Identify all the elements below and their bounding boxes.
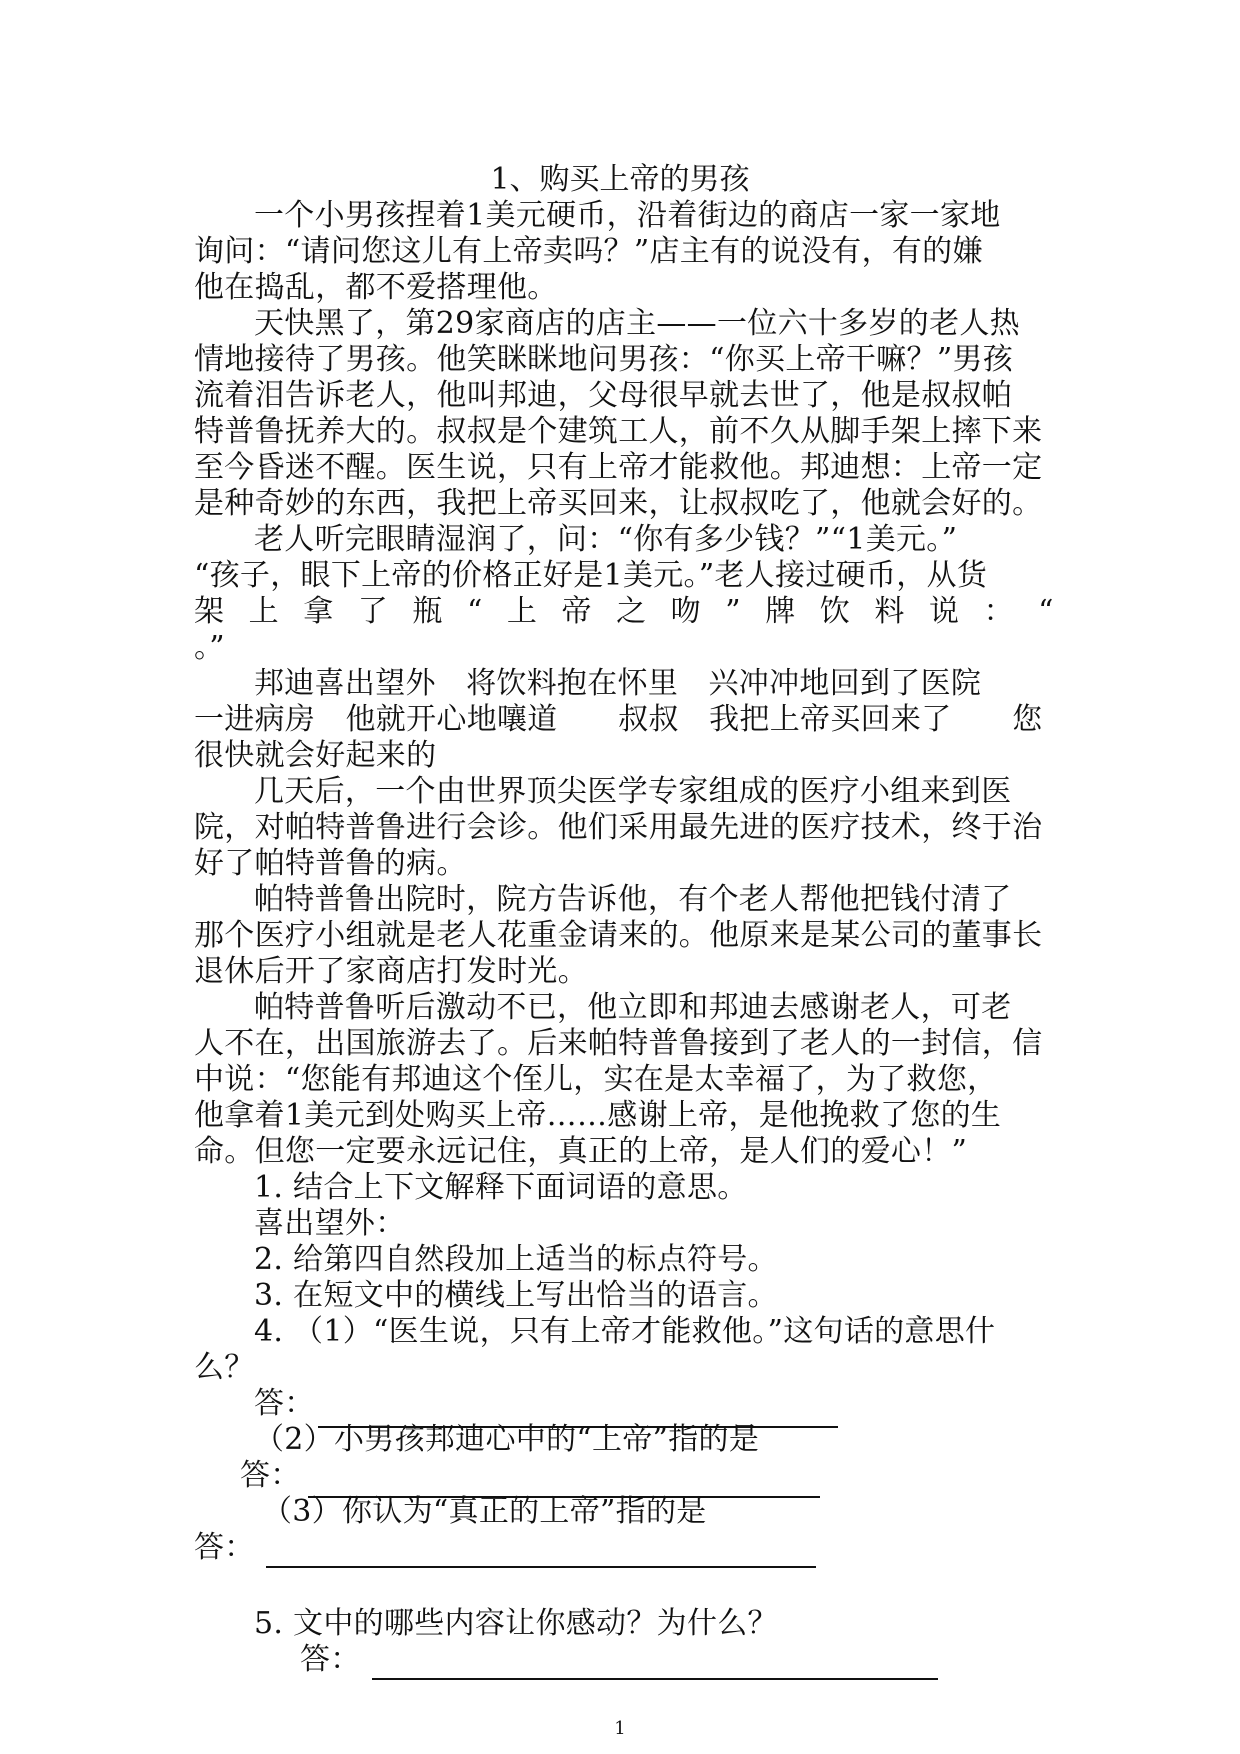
- spaced-char: ”: [725, 594, 741, 629]
- answer-label: 答：: [240, 1458, 301, 1493]
- paragraph-line: 帕特普鲁听后激动不已，他立即和邦迪去感谢老人，可老: [254, 990, 1012, 1025]
- spaced-text-line: [194, 594, 1054, 630]
- paragraph-line: 邦迪喜出望外 将饮料抱在怀里 兴冲冲地回到了医院: [254, 666, 982, 701]
- paragraph-line: 天快黑了，第29家商店的店主——一位六十多岁的老人热: [254, 306, 1020, 341]
- paragraph-line: 好了帕特普鲁的病。: [194, 846, 467, 881]
- spaced-char: 吻: [670, 594, 701, 629]
- paragraph-line: 是种奇妙的东西，我把上帝买回来，让叔叔吃了，他就会好的。: [194, 486, 1043, 521]
- spaced-char: 架: [194, 594, 225, 629]
- spaced-char: 了: [357, 594, 389, 629]
- paragraph-line: 退休后开了家商店打发时光。: [194, 954, 588, 989]
- question-1-word: 喜出望外：: [254, 1206, 406, 1241]
- spaced-char: 拿: [303, 594, 334, 629]
- spaced-char: 饮: [819, 594, 851, 629]
- paragraph-line: 一进病房 他就开心地嚷道 叔叔 我把上帝买回来了 您: [194, 702, 1043, 737]
- spaced-char: 牌: [765, 594, 796, 629]
- spaced-char: 上: [506, 594, 538, 629]
- paragraph-line: 中说：“您能有邦迪这个侄儿，实在是太幸福了，为了救您，: [194, 1062, 998, 1097]
- paragraph-line: 。”: [194, 630, 225, 665]
- paragraph-line: 命。但您一定要永远记住，真正的上帝，是人们的爱心！”: [194, 1134, 968, 1169]
- question-3: 3. 在短文中的横线上写出恰当的语言。: [254, 1278, 778, 1313]
- paragraph-line: 帕特普鲁出院时，院方告诉他，有个老人帮他把钱付清了: [254, 882, 1012, 917]
- question-1: 1. 结合上下文解释下面词语的意思。: [254, 1170, 748, 1205]
- spaced-char: 说: [928, 594, 960, 629]
- answer-label: 答：: [254, 1386, 315, 1421]
- page-title: 1、购买上帝的男孩: [490, 162, 750, 197]
- paragraph-line: 特普鲁抚养大的。叔叔是个建筑工人，前不久从脚手架上摔下来: [194, 414, 1043, 449]
- answer-line-4-3[interactable]: [266, 1566, 816, 1568]
- spaced-char: “: [466, 594, 483, 629]
- answer-label: 答：: [300, 1642, 361, 1677]
- paragraph-line: 那个医疗小组就是老人花重金请来的。他原来是某公司的董事长: [194, 918, 1043, 953]
- question-5: 5. 文中的哪些内容让你感动？为什么？: [254, 1606, 778, 1641]
- paragraph-line: 几天后，一个由世界顶尖医学专家组成的医疗小组来到医: [254, 774, 1012, 809]
- answer-line-5[interactable]: [372, 1678, 938, 1680]
- paragraph-line: 他在捣乱，都不爱搭理他。: [194, 270, 558, 305]
- paragraph-line: 院，对帕特普鲁进行会诊。他们采用最先进的医疗技术，终于治: [194, 810, 1043, 845]
- paragraph-line: 人不在，出国旅游去了。后来帕特普鲁接到了老人的一封信，信: [194, 1026, 1043, 1061]
- spaced-char: 料: [874, 594, 905, 629]
- paragraph-line: 情地接待了男孩。他笑眯眯地问男孩：“你买上帝干嘛？”男孩: [194, 342, 1014, 377]
- question-2: 2. 给第四自然段加上适当的标点符号。: [254, 1242, 778, 1277]
- paragraph-line: 老人听完眼睛湿润了，问：“你有多少钱？”“1美元。”: [254, 522, 958, 557]
- answer-label: 答：: [194, 1530, 255, 1565]
- spaced-char: 帝: [561, 594, 592, 629]
- question-4-3: （3）你认为“真正的上帝”指的是: [262, 1494, 707, 1529]
- paragraph-line: “孩子，眼下上帝的价格正好是1美元。”老人接过硬币，从货: [194, 558, 988, 593]
- paragraph-line: 他拿着1美元到处购买上帝……感谢上帝，是他挽救了您的生: [194, 1098, 1002, 1133]
- question-4-line-2: 么？: [194, 1350, 255, 1385]
- paragraph-line: 很快就会好起来的: [194, 738, 437, 773]
- page-number: 1: [614, 1718, 626, 1739]
- paragraph-line: 询问：“请问您这儿有上帝卖吗？”店主有的说没有，有的嫌: [194, 234, 983, 269]
- spaced-char: “: [1038, 594, 1054, 629]
- spaced-char: 上: [248, 594, 279, 629]
- paragraph-line: 流着泪告诉老人，他叫邦迪，父母很早就去世了，他是叔叔帕: [194, 378, 1013, 413]
- spaced-char: 瓶: [412, 594, 443, 629]
- spaced-char: ：: [983, 594, 1014, 629]
- question-4-line-1: 4. （1）“医生说，只有上帝才能救他。”这句话的意思什: [254, 1314, 996, 1349]
- question-4-2: （2）小男孩邦迪心中的“上帝”指的是: [254, 1422, 760, 1457]
- paragraph-line: 至今昏迷不醒。医生说，只有上帝才能救他。邦迪想：上帝一定: [194, 450, 1043, 485]
- spaced-char: 之: [616, 594, 647, 629]
- paragraph-line: 一个小男孩捏着1美元硬币，沿着街边的商店一家一家地: [254, 198, 1001, 233]
